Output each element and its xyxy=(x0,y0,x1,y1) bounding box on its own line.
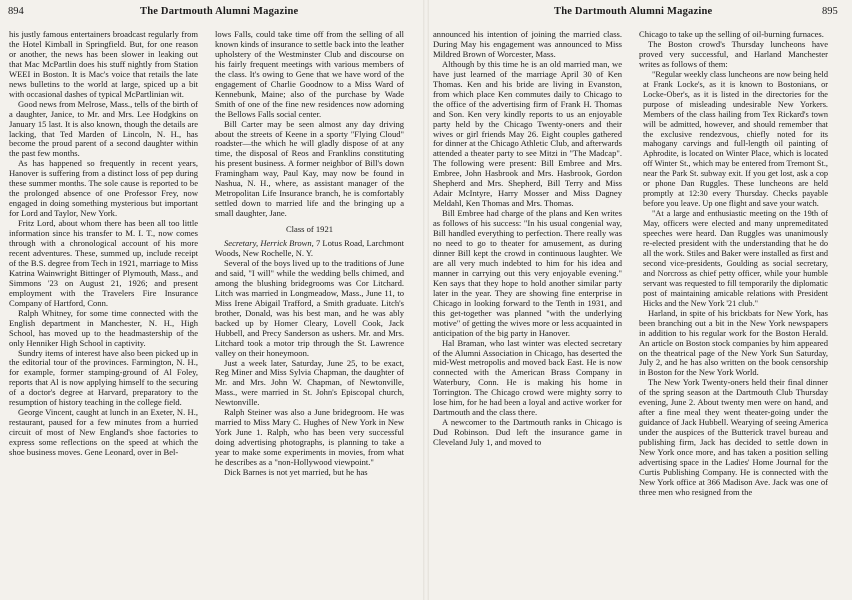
paragraph: his justly famous entertainers broadcast regularly from the Hotel Kimball in Springfield. But, for one reason or another, the news has been slower in leaking out that Mac McPartlin does his stuff nightly from Station WEEI in Boston. It is Mac's voice that retails the late news bulletins to the world at large, spiced up a bit with occasional dashes of typical McPartlinian wit. xyxy=(9,30,198,99)
quoted-paragraph: "At a large and enthusiastic meeting on the 19th of May, officers were elected and many unpremeditated speeches were heard. Dan Ruggles was unanimously re-elected president with the understanding that he do all the work. Stiles and Baker were installed as first and second vice-presidents, Goulding as social secretary, and Norcross as chief petty officer, while your humble servant was requested to fill temporarily the diplomatic post of maintaining amicable relations with President Hicks and the New York '21 club." xyxy=(643,209,828,308)
paragraph: Several of the boys lived up to the traditions of June and said, "I will" while the wedding bells chimed, and among the blushing bridegrooms was Cor Litchard. Litch was married in Longmeadow, Mass., June 11, to Miss Irene Abigail Trafford, a Smith graduate. Litch's brother, Donald, was his best man, and he was ably backed up by Homer Cleary, Lovell Cook, Jack Hubbell, and Precy Sanderson as ushers. Mr. and Mrs. Litchard took a motor trip through the St. Lawrence valley on their honeymoon. xyxy=(215,257,404,358)
paragraph: A newcomer to the Dartmouth ranks in Chicago is Dud Robinson. Dud left the insurance game in Cleveland July 1, and moved to xyxy=(433,417,622,448)
left-page-number: 894 xyxy=(8,6,24,17)
paragraph: Dick Barnes is not yet married, but he has xyxy=(224,466,368,477)
paragraph: Ralph Steiner was also a June bridegroom. He was married to Miss Mary C. Hughes of New York in New York June 1. Ralph, who has been very successful doing advertising photographs, is planning to take a year to make some experiments in movies, from what he describes as a "non-Hollywood viewpoint." xyxy=(215,407,404,468)
column-3 xyxy=(433,30,622,592)
quoted-paragraph: "Regular weekly class luncheons are now being held at Frank Locke's, as it is known to Bostonians, or Locke-Ober's, as it is listed in the directories for the purpose of misleading undesirable New Yorkers. Members of the class hailing from Tex Rickard's town will be admitted, however, and should remember that the exclusive rendezvous, chiefly noted for its mahogany carvings and full-length oil painting of Aphrodite, is located on Winter Place, which is located off Winter St., which may be entered from Tremont St., near the Park St. subway exit. If you get lost, ask a cop or phone Dan Ruggles. These luncheons are held promptly at 12:30 every Thursday. Checks payable before you leave. Up one flight and save your watch. xyxy=(643,69,828,209)
paragraph: Bill Carter may be seen almost any day driving about the streets of Keene in a sporty "Flying Cloud" roadster—the which he will gladly dispose of at any time, the disposal of Reos and Franklins constituting his present business. A former neighbor of Bill's down Framingham way, Paul Kay, may now be found in Nashua, N. H., where, as assistant manager of the Metropolitan Life Insurance branch, he is comfortably settled down to married life and the bringing up a small daughter, Jane. xyxy=(215,118,404,219)
right-page-header xyxy=(554,6,844,28)
class-heading: Class of 1921 xyxy=(285,224,333,235)
paragraph: Hal Braman, who last winter was elected secretary of the Alumni Association in Chicago, has deserted the mid-West metropolis and moved back East. He is now connected with the American Brass Company in Waterbury, Conn. He is making his home in Torrington. The Chicago crowd were mighty sorry to lose him, for he had been a loyal and active worker for Dartmouth and the class there. xyxy=(433,337,622,418)
paragraph: Although by this time he is an old married man, we have just learned of the marriage April 30 of Ken Thomas. Ken and his bride are living in Evanston, from which place Ken commutes daily to Chicago to the office of the advertising firm of Frank H. Thomas and Son. Ken very kindly reports to us an enjoyable party held by the Chicago Twenty-oners and their wives or girl friends May 26. Eight couples gathered for dinner at the Chicago Athletic Club, and afterwards attended a theater party to see Mitzi in "The Madcap". The following were present: Bill Embree and Mrs. Embree, John Hasbrook and Mrs. Hasbrook, Gordon Shepherd and Mrs. Shepherd, Bill Terry and Miss Adair McIntyre, Harry Mosser and Miss Dagney Meldahl, Ken Thomas and Mrs. Thomas. xyxy=(433,58,622,209)
secretary-label: Secretary, xyxy=(224,238,259,249)
left-magazine-title: The Dartmouth Alumni Magazine xyxy=(140,6,299,17)
paragraph: As has happened so frequently in recent years, Hanover is suffering from a distinct loss of pep during these summer months. The sole cause is reported to be the prolonged absence of one Professor Frey, now engaged in doing something mysterious but important for Lord and Taylor, New York. xyxy=(9,158,198,219)
paragraph: Good news from Melrose, Mass., tells of the birth of a daughter, Janice, to Mr. and Mrs. Lee Hodgkins on January 15 last. It is also known, though the details are lacking, that Ted Marden of Lincoln, N. H., has become the proud parent of a second daughter within the past few months. xyxy=(9,98,198,159)
paragraph: Ralph Whitney, for some time connected with the English department in Manchester, N. H., High School, has moved up to the headmastership of the only Henniker High School in captivity. xyxy=(9,307,198,348)
right-page xyxy=(426,0,852,600)
right-magazine-title: The Dartmouth Alumni Magazine xyxy=(554,6,713,17)
paragraph: The New York Twenty-oners held their final dinner of the spring season at the Dartmouth Club Thursday evening, June 2. About twenty men were on hand, and after a fine meal they went theater-going under the guidance of Jack Hubbell. Wearying of seeing America under the auspices of the Butterick travel bureau and publishing firm, Jack has decided to settle down in New York once more, and has taken a position selling advertising space in the Ladies' Home Journal for the Curtis Publishing Company. He is connected with the New York office at 366 Madison Ave. Jack was one of three men who resigned from the xyxy=(639,377,828,497)
paragraph: George Vincent, caught at lunch in an Exeter, N. H., restaurant, paused for a few minutes from a hurried circuit of most of New England's shoe factories to express some reflections on the speed at which the shoe business moves. Gene Leonard, over in Bel- xyxy=(9,407,198,458)
paragraph: Sundry items of interest have also been picked up in the editorial tour of the provinces. Farmington, N. H., for example, former stamping-ground of Al Foley, reports that Al is now applying himself to the securing of a doctor's degree at Harvard, preparatory to the resumption of history teaching in the college field. xyxy=(9,347,198,408)
paragraph: Bill Embree had charge of the plans and Ken writes as follows of his success: "In his usual congenial way, Bill handled everything to perfection. There really was no need to go to theater for amusement, as during dinner Bill kept the crowd in continuous laughter. We are all very much indebted to him for his idea and manner in carrying out this very enjoyable evening." Ken says that they hope to hold another similar party later in the year. They are showing fine enterprise in Chicago in looking forward to the Tenth in 1931, and this get-together was planned "with the underlying motive" of getting the wives more or less acquainted in anticipation of the big party in Hanover. xyxy=(433,208,622,338)
paragraph: lows Falls, could take time off from the selling of all known kinds of insurance to settle back into the leather upholstery of the Westminster Club and discourse on his fairly frequent meetings with various members of the class. It's owing to Gene that we have word of the engagement of Charlie Goodnow to a Miss Ward of Kennebunk, Maine; also of the purchase by Wade Smith of one of the fine new residences now adorning the Bellows Falls social center. xyxy=(215,30,404,119)
secretary-line xyxy=(215,239,404,259)
paragraph: Harland, in spite of his brickbats for New York, has been branching out a bit in the New York newspapers in addition to his regular work for the Boston Herald. An article on Boston stock companies by him appeared on the theatrical page of the New York Sun Saturday, July 2, and he has also written on the book censorship in Boston for the New York World. xyxy=(639,307,828,378)
left-page-header xyxy=(8,6,413,28)
secretary-address: 7 Lotus Road, Larchmont Woods, New Rochelle, N. Y. xyxy=(215,238,404,259)
paragraph: Chicago to take up the selling of oil-burning furnaces. xyxy=(639,30,824,39)
paragraph: Just a week later, Saturday, June 25, to be exact, Reg Miner and Miss Sylvia Chapman, the daughter of Mr. and Mrs. John W. Chapman, of Newtonville, Mass., were married in St. John's Episcopal church, Newtonville. xyxy=(215,357,404,408)
paragraph: The Boston crowd's Thursday luncheons have proved very successful, and Harland Manchester writes as follows of them: xyxy=(639,38,828,69)
column-4 xyxy=(639,30,828,592)
column-1 xyxy=(9,30,198,592)
column-2 xyxy=(215,30,404,592)
secretary-name: Herrick Brown, xyxy=(260,238,314,249)
right-page-number: 895 xyxy=(822,6,838,17)
paragraph: announced his intention of joining the married class. During May his engagement was announced to Miss Mildred Brown of Worcester, Mass. xyxy=(433,30,622,59)
paragraph: Fritz Lord, about whom there has been all too little information since his transfer to M. I. T., now comes through with a chronological account of his more recent adventures. These, summed up, include receipt of the B.S. degree from Tech in 1921, marriage to Miss Katrina Wainwright Bittinger of Plymouth, Mass., and Simmons '23 on August 21, 1926; and present employment with the Travelers Fire Insurance Company of Hartford, Conn. xyxy=(9,218,198,308)
